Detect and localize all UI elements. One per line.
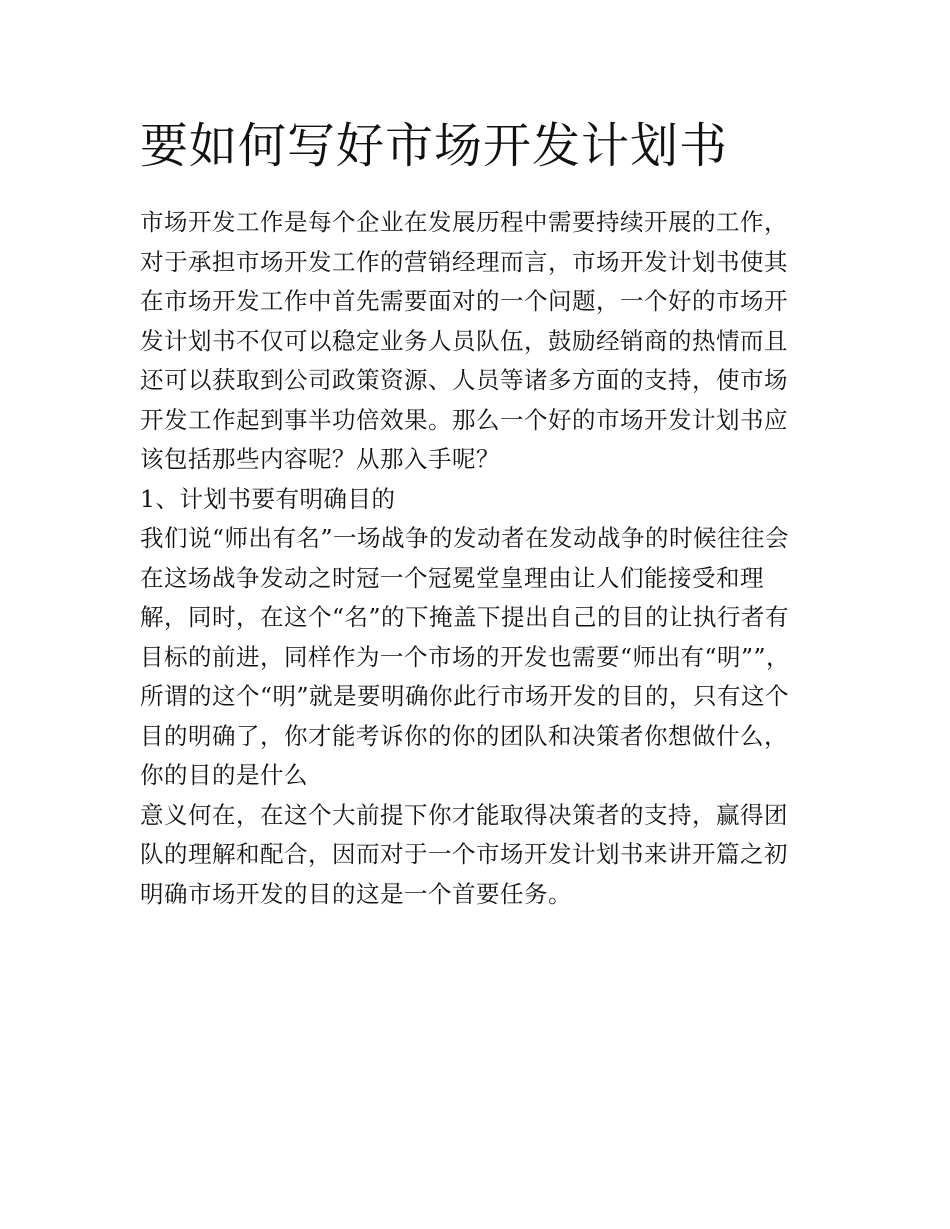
text-line: 意义何在，在这个大前提下你才能取得决策者的支持，赢得团 — [140, 800, 788, 829]
text-line: 市场开发工作是每个企业在发展历程中需要持续开展的工作， — [140, 208, 788, 236]
text-line: 目标的前进，同样作为一个市场的开发也需要“师出有“明””， — [140, 642, 791, 671]
text-line: 在市场开发工作中首先需要面对的一个问题，一个好的市场开 — [140, 287, 788, 315]
document-body — [140, 203, 816, 914]
text-line: 解，同时，在这个“名”的下掩盖下提出自己的目的让执行者有 — [140, 603, 790, 631]
text-line: 发计划书不仅可以稳定业务人员队伍，鼓励经销商的热情而且 — [140, 326, 788, 355]
text-line: 你的目的是什么 — [140, 761, 308, 789]
text-line: 开发工作起到事半功倍效果。那么一个好的市场开发计划书应 — [140, 405, 788, 434]
text-line: 还可以获取到公司政策资源、人员等诸多方面的支持，使市场 — [140, 366, 788, 394]
text-line: 明确市场开发的目的这是一个首要任务。 — [140, 879, 572, 908]
text-line: 所谓的这个“明”就是要明确你此行市场开发的目的，只有这个 — [140, 682, 790, 710]
text-line: 对于承担市场开发工作的营销经理而言，市场开发计划书使其 — [140, 247, 788, 276]
text-line: 我们说“师出有名”一场战争的发动者在发动战争的时候往往会 — [140, 524, 790, 552]
text-line: 队的理解和配合，因而对于一个市场开发计划书来讲开篇之初 — [140, 840, 788, 868]
text-line: 该包括那些内容呢？从那入手呢？ — [140, 445, 500, 473]
text-line: 目的明确了，你才能考诉你的你的团队和决策者你想做什么， — [140, 721, 788, 750]
text-line: 在这场战争发动之时冠一个冠冕堂皇理由让人们能接受和理 — [140, 563, 764, 592]
section-heading: 1、计划书要有明确目的 — [140, 484, 396, 513]
page-title: 要如何写好市场开发计划书 — [140, 118, 729, 174]
